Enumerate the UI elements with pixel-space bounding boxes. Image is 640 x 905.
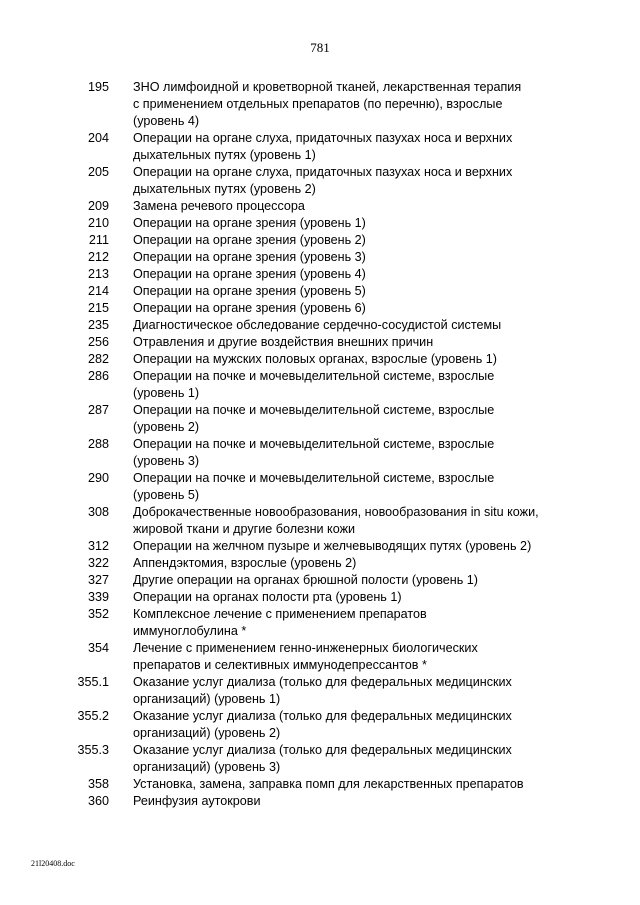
item-description: Комплексное лечение с применением препаратов иммуноглобулина * — [133, 607, 427, 638]
item-code: 256 — [87, 335, 109, 349]
list-item — [0, 776, 640, 793]
list-item — [0, 300, 640, 317]
item-description: Операции на желчном пузыре и желчевыводящих путях (уровень 2) — [133, 539, 532, 553]
list-item — [0, 334, 640, 351]
item-description: Аппендэктомия, взрослые (уровень 2) — [133, 556, 357, 570]
item-description: ЗНО лимфоидной и кроветворной тканей, лекарственная терапия с применением отдельных препаратов (по перечню), взрослые (уровень 4) — [133, 80, 522, 128]
item-description: Другие операции на органах брюшной полости (уровень 1) — [133, 573, 478, 587]
list-item — [0, 266, 640, 283]
item-code: 235 — [87, 318, 109, 332]
item-description: Оказание услуг диализа (только для федеральных медицинских организаций) (уровень 1) — [133, 675, 512, 706]
list-item — [0, 368, 640, 402]
item-code: 282 — [87, 352, 109, 366]
list-item — [0, 79, 640, 130]
item-description: Замена речевого процессора — [133, 199, 305, 213]
item-code: 210 — [87, 216, 109, 230]
item-code: 287 — [87, 403, 109, 417]
item-code: 215 — [87, 301, 109, 315]
list-item — [0, 283, 640, 300]
item-code: 286 — [87, 369, 109, 383]
list-item — [0, 317, 640, 334]
list-item — [0, 589, 640, 606]
item-code: 339 — [87, 590, 109, 604]
list-item — [0, 249, 640, 266]
list-item — [0, 555, 640, 572]
item-code: 213 — [87, 267, 109, 281]
item-code: 288 — [87, 437, 109, 451]
item-description: Оказание услуг диализа (только для федеральных медицинских организаций) (уровень 2) — [133, 709, 512, 740]
item-code: 355.3 — [77, 743, 109, 757]
code-list — [0, 79, 640, 810]
list-item — [0, 164, 640, 198]
item-description: Операции на мужских половых органах, взрослые (уровень 1) — [133, 352, 497, 366]
item-description: Отравления и другие воздействия внешних причин — [133, 335, 434, 349]
item-code: 354 — [87, 641, 109, 655]
item-description: Операции на органе зрения (уровень 3) — [133, 250, 366, 264]
item-code: 352 — [87, 607, 109, 621]
list-item — [0, 215, 640, 232]
list-item — [0, 606, 640, 640]
item-description: Установка, замена, заправка помп для лекарственных препаратов — [133, 777, 524, 791]
item-description: Операции на органе слуха, придаточных пазухах носа и верхних дыхательных путях (уровень 2) — [133, 165, 513, 196]
item-code: 322 — [87, 556, 109, 570]
item-description: Операции на органе зрения (уровень 1) — [133, 216, 366, 230]
list-item — [0, 538, 640, 555]
page-number: 781 — [310, 40, 330, 55]
item-code: 205 — [87, 165, 109, 179]
item-description: Доброкачественные новообразования, новообразования in situ кожи, жировой ткани и другие болезни кожи — [133, 505, 539, 536]
item-code: 211 — [88, 233, 109, 247]
item-description: Операции на органе слуха, придаточных пазухах носа и верхних дыхательных путях (уровень 1) — [133, 131, 513, 162]
item-description: Операции на органе зрения (уровень 6) — [133, 301, 366, 315]
list-item — [0, 232, 640, 249]
list-item — [0, 436, 640, 470]
document-filename: 21l20408.doc — [31, 859, 75, 868]
list-item — [0, 402, 640, 436]
item-description: Оказание услуг диализа (только для федеральных медицинских организаций) (уровень 3) — [133, 743, 512, 774]
item-description: Операции на органе зрения (уровень 2) — [133, 233, 366, 247]
item-code: 360 — [87, 794, 109, 808]
list-item — [0, 130, 640, 164]
item-description: Диагностическое обследование сердечно-сосудистой системы — [133, 318, 502, 332]
list-item — [0, 793, 640, 810]
item-description: Операции на почке и мочевыделительной системе, взрослые (уровень 2) — [133, 403, 495, 434]
item-description: Операции на почке и мочевыделительной системе, взрослые (уровень 3) — [133, 437, 495, 468]
list-item — [0, 640, 640, 674]
item-description: Реинфузия аутокрови — [133, 794, 261, 808]
item-description: Операции на органе зрения (уровень 4) — [133, 267, 366, 281]
item-code: 312 — [87, 539, 109, 553]
list-item — [0, 351, 640, 368]
item-code: 214 — [87, 284, 109, 298]
list-item — [0, 198, 640, 215]
list-item — [0, 674, 640, 708]
item-description: Лечение с применением генно-инженерных биологических препаратов и селективных иммунодепрессантов * — [133, 641, 478, 672]
list-item — [0, 708, 640, 742]
item-code: 195 — [87, 80, 109, 94]
item-code: 308 — [87, 505, 109, 519]
item-description: Операции на почке и мочевыделительной системе, взрослые (уровень 5) — [133, 471, 495, 502]
item-description: Операции на почке и мочевыделительной системе, взрослые (уровень 1) — [133, 369, 495, 400]
item-code: 327 — [87, 573, 109, 587]
item-description: Операции на органах полости рта (уровень 1) — [133, 590, 402, 604]
list-item — [0, 742, 640, 776]
item-code: 290 — [87, 471, 109, 485]
item-code: 212 — [87, 250, 109, 264]
list-item — [0, 504, 640, 538]
item-code: 355.2 — [77, 709, 109, 723]
list-item — [0, 470, 640, 504]
item-code: 204 — [87, 131, 109, 145]
list-item — [0, 572, 640, 589]
item-code: 209 — [87, 199, 109, 213]
item-code: 358 — [87, 777, 109, 791]
item-description: Операции на органе зрения (уровень 5) — [133, 284, 366, 298]
item-code: 355.1 — [77, 675, 109, 689]
